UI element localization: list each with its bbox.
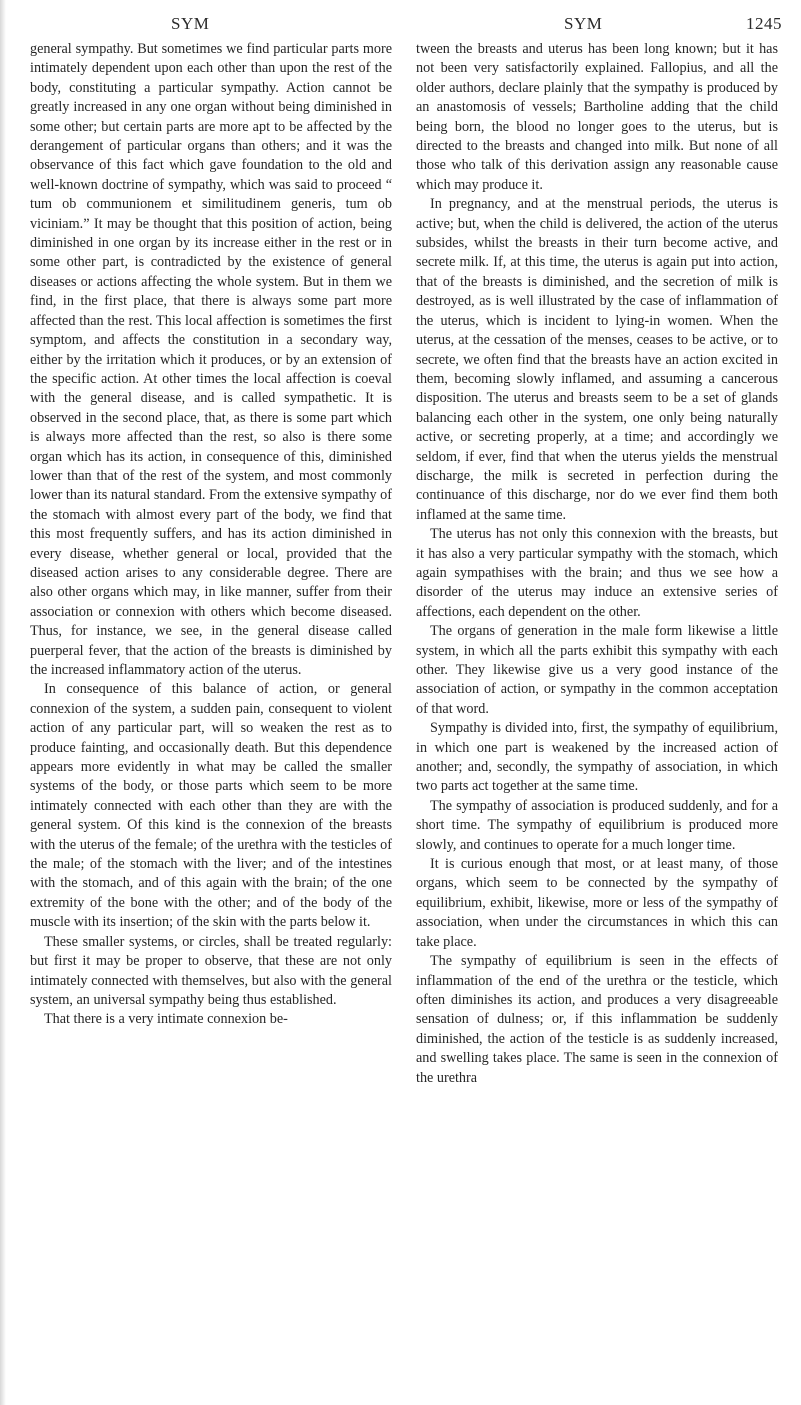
binding-edge (0, 0, 6, 1405)
paragraph: In consequence of this balance of action, or general connexion of the system, a sudden pain, consequent to violent action of any particular part, will so weaken the rest as to produce fainting, and occasionally death. But this dependence appears more evidently in what may be called the smaller systems of the body, or those parts which seem to be more intimately connected with each other than they are with the general system. Of this kind is the connexion of the breasts with the uterus of the female; of the urethra with the testicles of the male; of the stomach with the liver; and of the intestines with the stomach, and of this again with the brain; of the one extremity of the bone with the other; and of the body of the muscle with its insertion; of the skin with the parts below it. (30, 681, 392, 931)
paragraph: These smaller systems, or circles, shall be treated regularly: but first it may be proper to observe, that these are not only intimately connected with themselves, but also with the general system, an universal sympathy being thus established. (30, 933, 392, 1008)
running-head-right: SYM (564, 14, 603, 33)
paragraph: The sympathy of equilibrium is seen in the effects of inflammation of the end of the urethra or the testicle, which often diminishes its action, and produces a very disagreeable sensation of dulness; or, if this inflammation be suddenly diminished, the action of the testicle is as suddenly increased, and swelling takes place. The same is seen in the connexion of the urethra (416, 953, 778, 1086)
paragraph: The organs of generation in the male form likewise a little system, in which all the parts exhibit this sympathy with each other. They likewise give us a very good instance of the association of action, or sympathy in the common acceptation of that word. (416, 623, 778, 717)
paragraph: In pregnancy, and at the menstrual periods, the uterus is active; but, when the child is delivered, the action of the uterus subsides, whilst the breasts in their turn become active, and secrete milk. If, at this time, the uterus is again put into action, that of the breasts is diminished, and the secretion of milk is destroyed, as is well illustrated by the case of inflammation of the uterus, which is incident to lying-in women. When the uterus, at the cessation of the menses, ceases to be active, or to secrete, we often find that the breasts have an action excited in them, becoming slowly inflamed, and assuming a cancerous disposition. The uterus and breasts seem to be a set of glands balancing each other in the system, one only being naturally active, or secreting properly, at a time; and accordingly we seldom, if ever, find that when the uterus yields the menstrual discharge, the milk is secreted in perfection during the continuance of this discharge, nor do we ever find them both inflamed at the same time. (416, 196, 778, 523)
paragraph: The sympathy of association is produced suddenly, and for a short time. The sympathy of equilibrium is produced more slowly, and continues to operate for a much longer time. (416, 797, 778, 853)
running-head-left: SYM (171, 14, 210, 33)
right-column (416, 40, 778, 1088)
paragraph: tween the breasts and uterus has been long known; but it has not been very satisfactorily explained. Fallopius, and all the older authors, declare plainly that the sympathy is produced by an anastomosis of vessels; Bartholine adding that the child being born, the blood no longer goes to the uterus, but is directed to the breasts and changed into milk. But none of all those who talk of this derivation assign any reasonable cause which may produce it. (416, 41, 778, 193)
paragraph: That there is a very intimate connexion be- (44, 1011, 288, 1028)
paragraph: general sympathy. But sometimes we find particular parts more intimately dependent upon each other than upon the rest of the body, constituting a particular sympathy. Action cannot be greatly increased in any one organ without being diminished in some other; but certain parts are more apt to be affected by the derangement of particular organs than others; and it was the observance of this fact which gave foundation to the old and well-known doctrine of sympathy, which was said to proceed “ tum ob communionem et similitudinem generis, tum ob viciniam.” It may be thought that this position of action, being diminished in one organ by its increase either in the rest or in some other part, is contradicted by the existence of general diseases or actions affecting the whole system. But in them we find, in the first place, that there is always some part more affected than the rest. This local affection is sometimes the first symptom, and affects the constitution in a secondary way, either by the irritation which it produces, or by an extension of the specific action. At other times the local affection is coeval with the general disease, and is called sympathetic. It is observed in the second place, that, as there is some part which is always more affected than the rest, so also is there some organ which has its action, in consequence of this, diminished lower than that of the rest of the system, and most commonly lower than its natural standard. From the extensive sympathy of the stomach with almost every part of the body, we find that this most frequently suffers, and has its action diminished in every disease, whether general or local, provided that the diseased action arises to any considerable degree. There are also other organs which may, in like manner, suffer from their association or connexion with others which become diseased. Thus, for instance, we see, in the general disease called puerperal fever, that the action of the breasts is diminished by the increased inflammatory action of the uterus. (30, 41, 392, 678)
paragraph: The uterus has not only this connexion with the breasts, but it has also a very particular sympathy with the stomach, which again sympathises with the brain; and thus we see how a disorder of the uterus may induce an extensive series of affections, each dependent on the other. (416, 526, 778, 620)
page-number: 1245 (746, 14, 782, 33)
paragraph: It is curious enough that most, or at least many, of those organs, which seem to be connected by the sympathy of equilibrium, exhibit, likewise, more or less of the sympathy of association, when under the circumstances in which this can take place. (416, 856, 778, 950)
left-column (30, 40, 392, 1030)
paragraph: Sympathy is divided into, first, the sympathy of equilibrium, in which one part is weakened by the increased action of another; and, secondly, the sympathy of association, in which two parts act together at the same time. (416, 720, 778, 795)
